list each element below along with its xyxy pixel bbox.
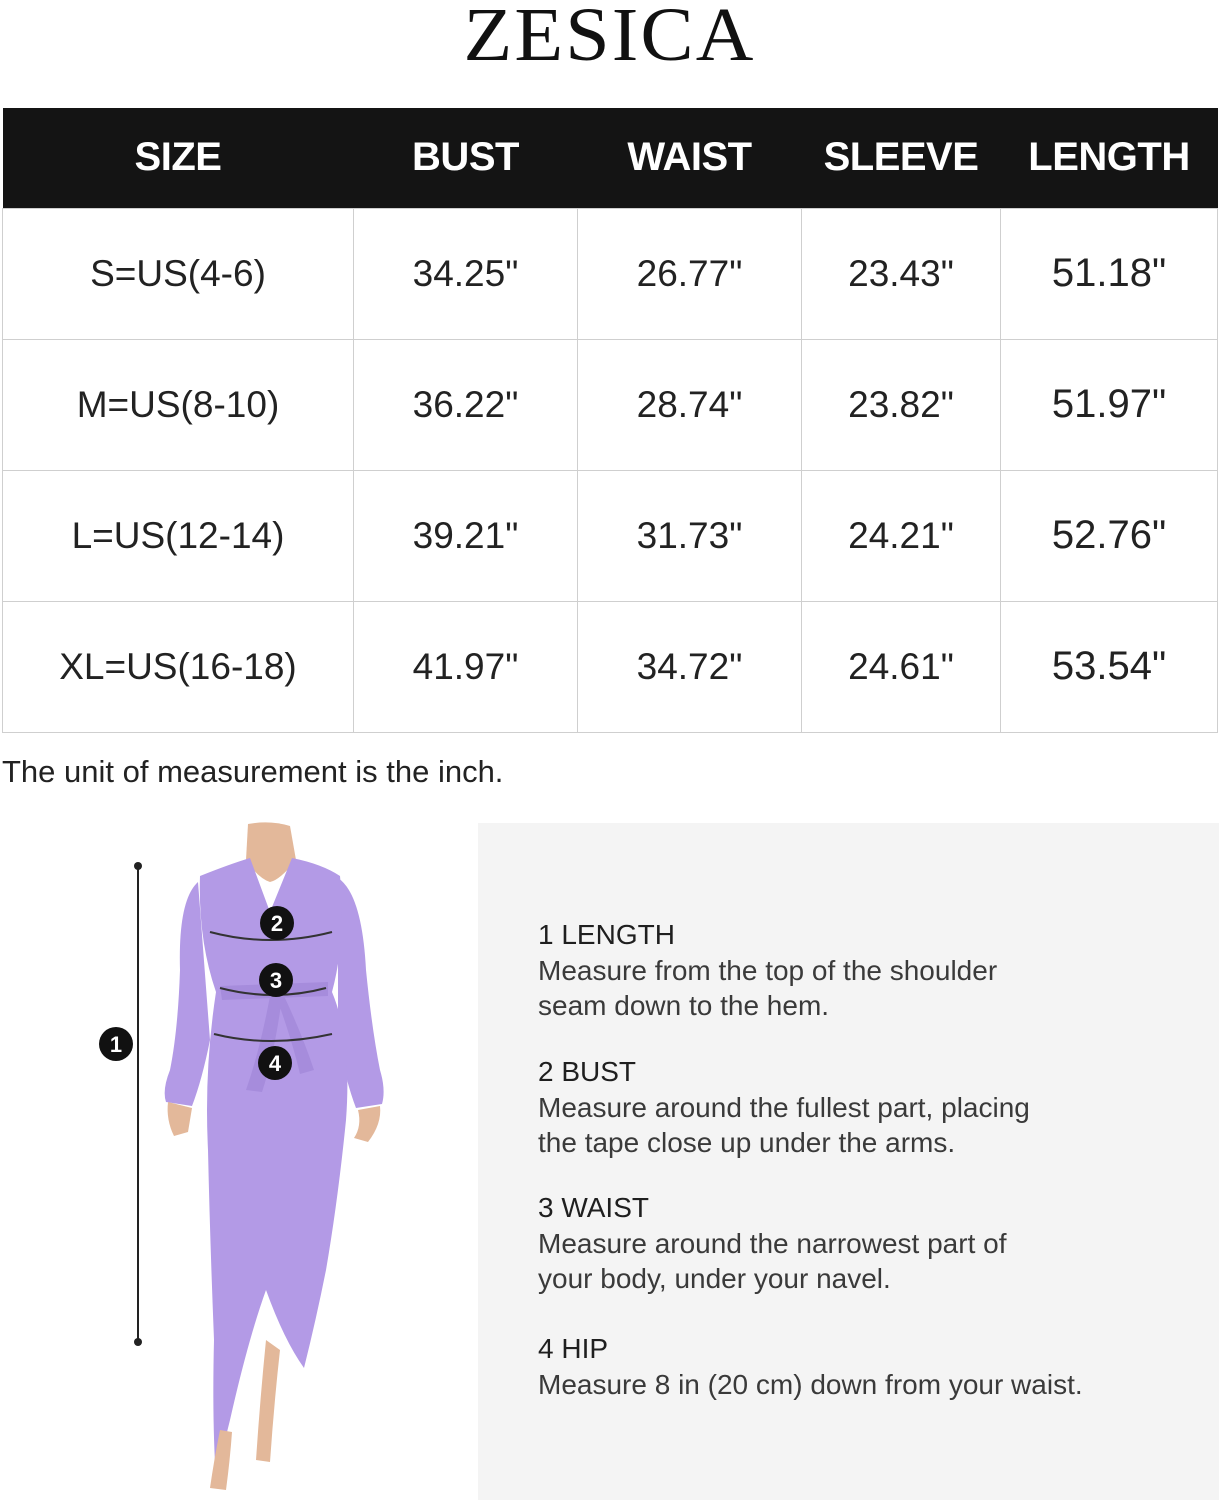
table-header-row <box>3 108 1218 208</box>
cell-waist: 31.73" <box>578 470 802 601</box>
table-row <box>3 601 1218 732</box>
cell-sleeve: 23.43" <box>802 208 1001 339</box>
cell-bust: 39.21" <box>354 470 578 601</box>
cell-waist: 26.77" <box>578 208 802 339</box>
marker-2 <box>260 906 294 940</box>
brand-logo: ZESICA <box>463 0 756 77</box>
svg-text:1: 1 <box>109 1032 123 1057</box>
cell-length: 52.76" <box>1001 470 1218 601</box>
guide-line: the tape close up under the arms. <box>538 1127 956 1158</box>
measurement-guide <box>478 823 1219 1500</box>
cell-length: 53.54" <box>1001 601 1218 732</box>
guide-description <box>538 1367 1178 1402</box>
header-waist: WAIST <box>578 108 802 208</box>
guide-title: 1 LENGTH <box>538 919 675 950</box>
cell-length: 51.97" <box>1001 339 1218 470</box>
table-row <box>3 208 1218 339</box>
table-row <box>3 339 1218 470</box>
header-bust: BUST <box>354 108 578 208</box>
svg-text:4: 4 <box>268 1051 282 1076</box>
marker-3 <box>259 963 293 997</box>
cell-bust: 36.22" <box>354 339 578 470</box>
cell-waist: 34.72" <box>578 601 802 732</box>
cell-sleeve: 24.61" <box>802 601 1001 732</box>
marker-1 <box>99 1027 133 1061</box>
guide-line: Measure from the top of the shoulder <box>538 955 998 986</box>
cell-size: S=US(4-6) <box>3 208 354 339</box>
svg-text:3: 3 <box>269 968 283 993</box>
cell-size: XL=US(16-18) <box>3 601 354 732</box>
guide-line: Measure around the fullest part, placing <box>538 1092 1030 1123</box>
table-row <box>3 470 1218 601</box>
guide-description <box>538 1090 1178 1160</box>
cell-size: L=US(12-14) <box>3 470 354 601</box>
dress-illustration <box>70 820 430 1500</box>
guide-hip <box>538 1331 1178 1402</box>
header-sleeve: SLEEVE <box>802 108 1001 208</box>
marker-4 <box>258 1046 292 1080</box>
svg-text:2: 2 <box>270 911 284 936</box>
size-table <box>2 108 1218 733</box>
unit-note: The unit of measurement is the inch. <box>2 754 504 789</box>
guide-length <box>538 917 1178 1023</box>
guide-title: 4 HIP <box>538 1333 609 1364</box>
guide-description <box>538 953 1178 1023</box>
guide-title: 2 BUST <box>538 1056 637 1087</box>
cell-bust: 41.97" <box>354 601 578 732</box>
cell-size: M=US(8-10) <box>3 339 354 470</box>
guide-bust <box>538 1054 1178 1160</box>
header-size: SIZE <box>3 108 354 208</box>
guide-line: seam down to the hem. <box>538 990 830 1021</box>
cell-sleeve: 23.82" <box>802 339 1001 470</box>
cell-length: 51.18" <box>1001 208 1218 339</box>
header-length: LENGTH <box>1001 108 1218 208</box>
guide-line: Measure around the narrowest part of <box>538 1228 1007 1259</box>
guide-description <box>538 1226 1178 1296</box>
cell-waist: 28.74" <box>578 339 802 470</box>
guide-line: your body, under your navel. <box>538 1263 891 1294</box>
guide-line: Measure 8 in (20 cm) down from your waist. <box>538 1369 1083 1400</box>
guide-title: 3 WAIST <box>538 1192 649 1223</box>
cell-bust: 34.25" <box>354 208 578 339</box>
guide-waist <box>538 1190 1178 1296</box>
cell-sleeve: 24.21" <box>802 470 1001 601</box>
